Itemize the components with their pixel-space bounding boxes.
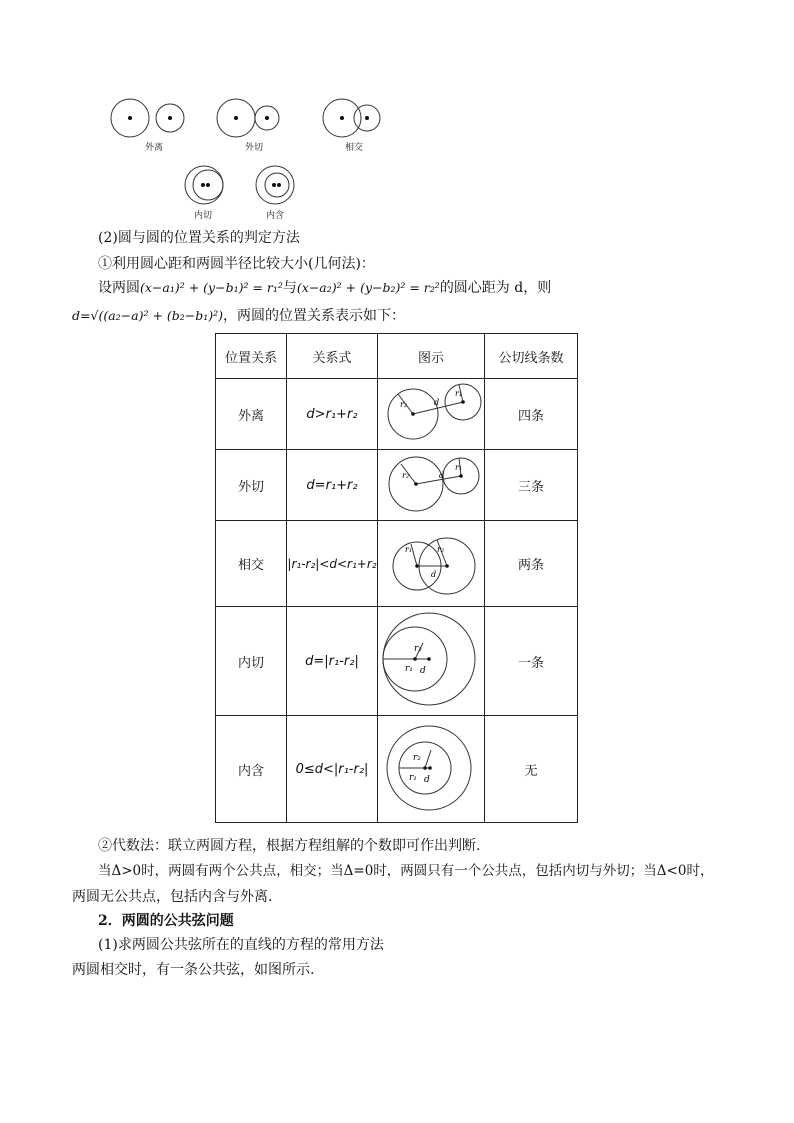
svg-text:d: d <box>439 471 445 480</box>
table-row <box>216 716 578 823</box>
method2-line2: 当Δ>0时，两圆有两个公共点，相交；当Δ=0时，两圆只有一个公共点，包括内切与外切；当Δ<0时， <box>98 863 714 879</box>
tangent-cell: 四条 <box>485 379 578 450</box>
table-row <box>216 521 578 607</box>
svg-text:d: d <box>434 398 440 407</box>
svg-text:r₂: r₂ <box>400 400 408 409</box>
formula-cell: |r₁-r₂|<d<r₁+r₂ <box>287 521 378 607</box>
svg-text:r₂: r₂ <box>413 753 421 763</box>
svg-text:r₁: r₁ <box>405 544 413 554</box>
svg-text:r₁: r₁ <box>409 773 417 783</box>
formula-cell: d=|r₁-r₂| <box>287 607 378 716</box>
svg-text:r₂: r₂ <box>414 644 422 654</box>
svg-text:r₂: r₂ <box>402 471 410 480</box>
intersect-diagram <box>379 522 483 602</box>
internal-tangent-diagram <box>379 607 483 711</box>
formula-cell: d>r₁+r₂ <box>287 379 378 450</box>
svg-text:d: d <box>431 569 437 579</box>
circle1-equation: (x−a₁)² + (y−b₁)² = r₁² <box>140 280 283 295</box>
method2-line3: 两圆无公共点，包括内含与外离. <box>72 889 273 905</box>
circle-relations-figure <box>100 90 400 220</box>
formula-cell: d=r₁+r₂ <box>287 450 378 521</box>
method1-distance-line: d=√((a₂−a)² + (b₂−b₁)²)，两圆的位置关系表示如下： <box>72 308 406 324</box>
relation-table <box>215 333 578 823</box>
relation-cell: 外切 <box>216 450 287 521</box>
relation-cell: 内切 <box>216 607 287 716</box>
svg-text:d: d <box>420 666 426 676</box>
caption-contain: 内含 <box>265 211 284 221</box>
method1-sentence: 设两圆(x−a₁)² + (y−b₁)² = r₁²与(x−a₂)² + (y−b₂)² = r₂²的圆心距为 d，则 <box>98 280 552 296</box>
svg-text:d: d <box>424 775 430 785</box>
figure-cell <box>378 379 485 450</box>
svg-text:r₁: r₁ <box>455 463 463 472</box>
caption-intersect: 相交 <box>344 143 363 153</box>
separate-diagram <box>379 379 483 445</box>
caption-internal-tangent: 内切 <box>193 211 212 221</box>
svg-text:r₁: r₁ <box>455 389 463 398</box>
header-formula: 关系式 <box>287 334 378 379</box>
circle2-equation: (x−a₂)² + (y−b₂)² = r₂² <box>296 280 440 295</box>
method1-title: ①利用圆心距和两圆半径比较大小(几何法)： <box>98 256 375 272</box>
figure-cell <box>378 521 485 607</box>
table-row <box>216 379 578 450</box>
external-tangent-diagram <box>379 450 483 516</box>
relation-cell: 外离 <box>216 379 287 450</box>
caption-external-tangent: 外切 <box>244 143 263 153</box>
distance-formula: d=√((a₂−a)² + (b₂−b₁)²) <box>72 308 224 323</box>
method2-line1: ②代数法：联立两圆方程，根据方程组解的个数即可作出判断. <box>98 838 481 854</box>
header-tangents: 公切线条数 <box>485 334 578 379</box>
figure-cell <box>378 450 485 521</box>
formula-cell: 0≤d<|r₁-r₂| <box>287 716 378 823</box>
section2-heading: 2．两圆的公共弦问题 <box>98 913 234 929</box>
contain-diagram <box>379 716 483 818</box>
relation-cell: 内含 <box>216 716 287 823</box>
tangent-cell: 一条 <box>485 607 578 716</box>
table-row <box>216 450 578 521</box>
section2-text: 两圆相交时，有一条公共弦，如图所示. <box>72 962 315 978</box>
figure-cell <box>378 607 485 716</box>
table-row <box>216 607 578 716</box>
section2-subheading: (1)求两圆公共弦所在的直线的方程的常用方法 <box>98 937 384 953</box>
table-header-row <box>216 334 578 379</box>
svg-text:r₂: r₂ <box>437 544 445 554</box>
relation-cell: 相交 <box>216 521 287 607</box>
caption-separate: 外离 <box>144 143 163 153</box>
header-figure: 图示 <box>378 334 485 379</box>
tangent-cell: 无 <box>485 716 578 823</box>
svg-text:r₁: r₁ <box>405 664 413 674</box>
section-heading: (2)圆与圆的位置关系的判定方法 <box>98 230 300 246</box>
header-relation: 位置关系 <box>216 334 287 379</box>
tangent-cell: 三条 <box>485 450 578 521</box>
figure-cell <box>378 716 485 823</box>
tangent-cell: 两条 <box>485 521 578 607</box>
